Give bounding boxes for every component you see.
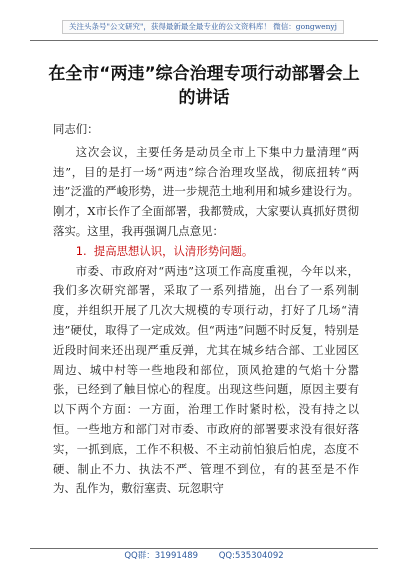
document-title: 在全市“两违”综合治理专项行动部署会上的讲话	[48, 64, 360, 108]
section-heading-text: 提高思想认识，认清形势问题。	[93, 243, 254, 258]
section-heading-1	[53, 242, 359, 262]
salutation: 同志们：	[53, 122, 99, 136]
paragraph-body: 市委、市政府对“两违”这项工作高度重视，今年以来，我们多次研究部署，采取了一系列措施，出台了一系列制度，并组织开展了几次大规模的专项行动，打好了几场“清违”硬仗，取得了一定成效。但“两违”问题不时反复，特别是近段时间来还出现严重反弹，尤其在城乡结合部、工业园区周边、城中村等一些地段和部位，顶风抢建的气焰十分嚣张，已经到了触目惊心的程度。出现这些问题，原因主要有以下两个方面：一方面，治理工作时紧时松，没有持之以恒。一些地方和部门对市委、市政府的部署要求没有很好落实，一抓到底，工作不积极、不主动前怕狼后怕虎，态度不硬、制止不力、执法不严、管理不到位，有的甚至是不作为、乱作为，敷衍塞责、玩忽职守	[53, 263, 359, 496]
header-banner: 关注头条号"公文研究"，获得最新最全最专业的公文资料库！ 微信：gongwenyj	[62, 20, 344, 34]
paragraph-intro: 这次会议，主要任务是动员全市上下集中力量清理“两违”，目的是打一场“两违”综合治理攻坚战，彻底扭转“两违”泛滥的严峻形势，进一步规范土地利用和城乡建设行为。刚才，X市长作了全面部署，我都赞成，大家要认真抓好贯彻落实。这里，我再强调几点意见：	[53, 144, 359, 238]
section-number: 1.	[75, 243, 87, 258]
footer-qq: QQ:535304092	[218, 551, 284, 561]
header-divider	[30, 40, 378, 41]
document-body	[53, 120, 359, 499]
footer-qq-group: QQ群：31991489	[124, 551, 199, 561]
footer	[0, 550, 408, 562]
footer-divider	[30, 548, 378, 549]
